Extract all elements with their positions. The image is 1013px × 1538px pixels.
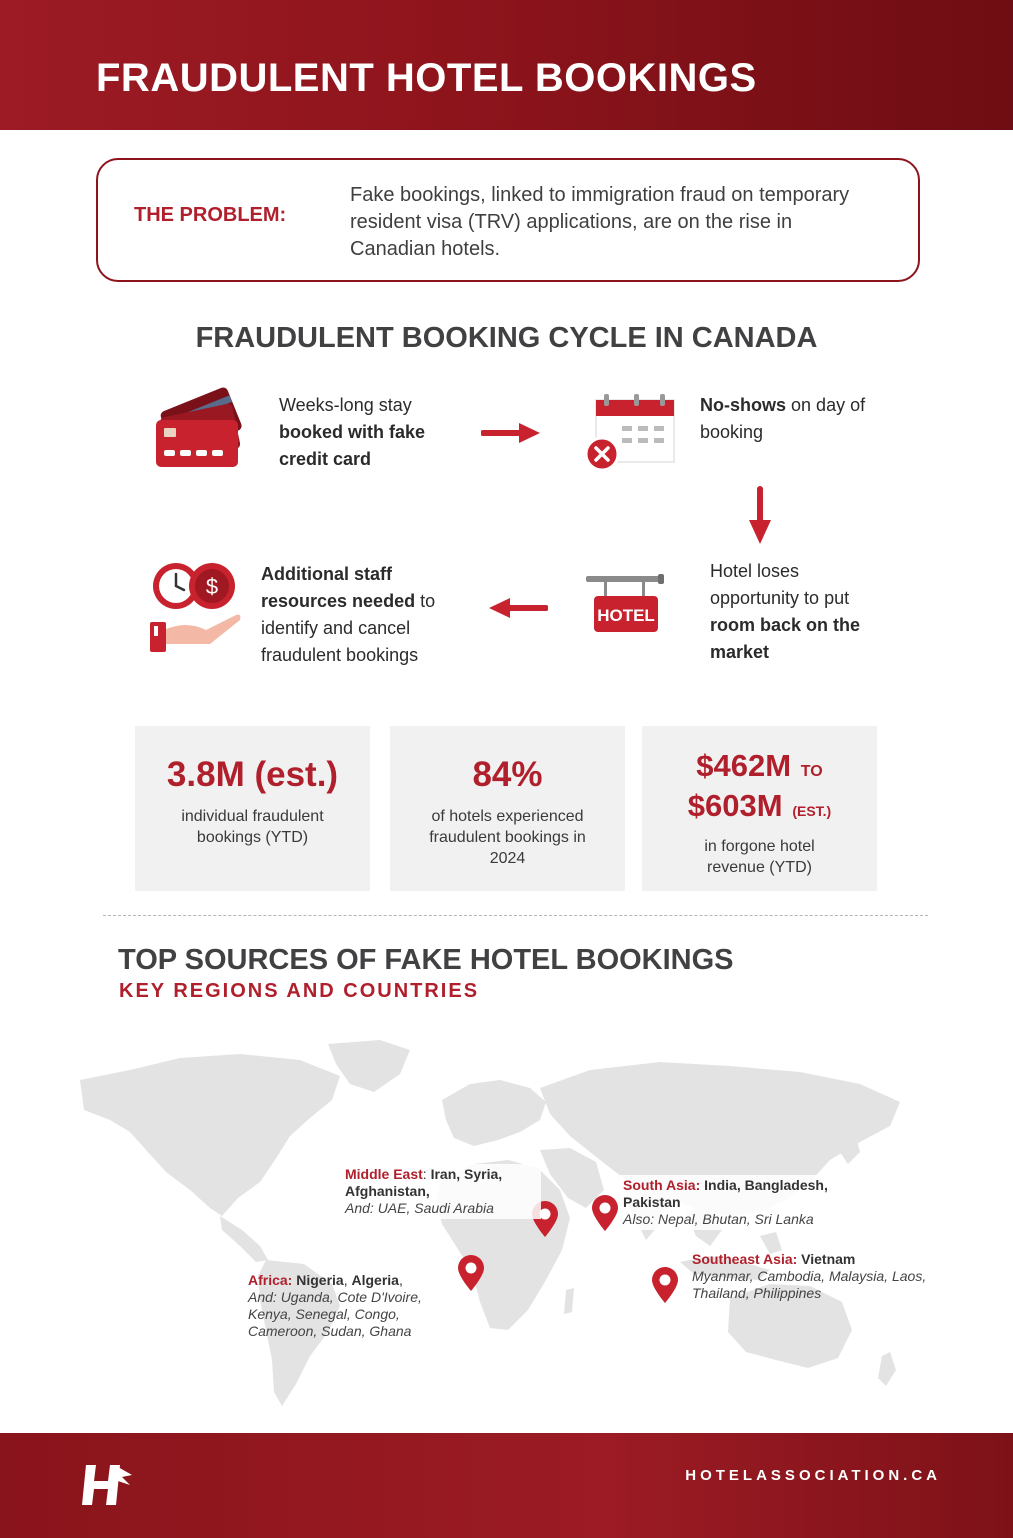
stat-value-high: $603M (687, 788, 783, 823)
map-pin-icon (590, 1194, 620, 1232)
step2-bold: No-shows (700, 395, 787, 415)
region-countries: Vietnam (801, 1251, 856, 1267)
region-countries: India, Bangladesh, Pakistan (623, 1177, 828, 1210)
stat-est: (EST.) (792, 803, 832, 819)
sources-title: TOP SOURCES OF FAKE HOTEL BOOKINGS (118, 944, 734, 976)
step3-text: Hotel loses opportunity to put (710, 561, 850, 608)
step-staff-resources (261, 561, 471, 669)
stat-value: 84% (472, 755, 543, 794)
calendar-icon (582, 392, 677, 474)
stat-desc: individual fraudulent bookings (YTD) (181, 808, 324, 846)
region-middle-east: Middle East: Iran, Syria, Afghanistan, And: UAE, Saudi Arabia (341, 1164, 541, 1219)
map-pin-icon (650, 1266, 680, 1304)
region-name: Southeast Asia: (692, 1251, 798, 1267)
step4-bold: Additional staff resources needed (261, 564, 416, 611)
region-name: Africa: (248, 1272, 293, 1288)
problem-box (96, 158, 920, 282)
region-south-asia (619, 1175, 869, 1230)
hotel-sign-icon (584, 572, 666, 638)
hotel-sign-text: HOTEL (597, 606, 655, 625)
step-room-lost (710, 558, 875, 666)
page-title: FRAUDULENT HOTEL BOOKINGS (96, 56, 757, 100)
region-also: And: Uganda, Cote D'Ivoire, Kenya, Senegal, Congo, Cameroon, Sudan, Ghana (248, 1289, 422, 1339)
footer-url[interactable]: HOTELASSOCIATION.CA (685, 1467, 941, 1484)
region-name: Middle East (345, 1166, 423, 1182)
step3-bold: room back on the market (710, 615, 861, 662)
stat-card-bookings (135, 726, 370, 891)
world-map (70, 1040, 950, 1425)
stat-card-hotels (390, 726, 625, 891)
region-countries: Iran, Syria, Afghanistan, (345, 1166, 503, 1199)
region-africa: Africa: Nigeria, Algeria, And: Uganda, Cote D'Ivoire, Kenya, Senegal, Congo, Cameroon, Sudan, Ghana (248, 1272, 422, 1339)
section-divider (103, 915, 928, 916)
stat-value-low: $462M (696, 748, 792, 783)
step4-text: to identify and cancel fraudulent bookings (261, 591, 436, 665)
step1-text: Weeks-long stay (279, 395, 412, 415)
map-pin-icon (456, 1254, 486, 1292)
arrow-left-icon (486, 595, 548, 621)
stat-card-revenue (642, 726, 877, 891)
arrow-down-icon (746, 486, 774, 546)
svg-text:$: $ (205, 574, 219, 599)
hotel-association-logo-icon (80, 1453, 136, 1513)
step-no-shows (700, 392, 875, 446)
stat-value: 3.8M (est.) (166, 755, 339, 794)
time-money-icon (146, 560, 246, 656)
region-also: And: UAE, Saudi Arabia (345, 1200, 494, 1216)
stat-desc: in forgone hotel revenue (YTD) (704, 838, 815, 876)
header-banner (0, 0, 1013, 130)
region-also: Myanmar, Cambodia, Malaysia, Laos, Thailand, Philippines (692, 1268, 927, 1301)
problem-text: Fake bookings, linked to immigration fraud on temporary resident visa (TRV) applications, are on the rise in Canadian hotels. (350, 184, 850, 260)
region-southeast-asia (692, 1251, 942, 1302)
region-also: Also: Nepal, Bhutan, Sri Lanka (623, 1211, 814, 1227)
step2-text: on day of booking (700, 395, 866, 442)
region-name: South Asia: (623, 1177, 701, 1193)
credit-card-icon (150, 378, 245, 470)
footer-banner (0, 1433, 1013, 1538)
cycle-title: FRAUDULENT BOOKING CYCLE IN CANADA (195, 322, 818, 354)
step-fake-booking (279, 392, 469, 473)
problem-label: THE PROBLEM: (134, 204, 287, 226)
stat-desc: of hotels experienced fraudulent bookings in 2024 (429, 808, 586, 867)
arrow-right-icon (481, 420, 543, 446)
region-countries: Algeria (351, 1272, 399, 1288)
stat-value-range (642, 748, 877, 828)
stat-to: TO (800, 763, 823, 780)
sources-subtitle: KEY REGIONS AND COUNTRIES (119, 980, 480, 1002)
region-countries: Nigeria (296, 1272, 344, 1288)
step1-bold: booked with fake credit card (279, 422, 426, 469)
